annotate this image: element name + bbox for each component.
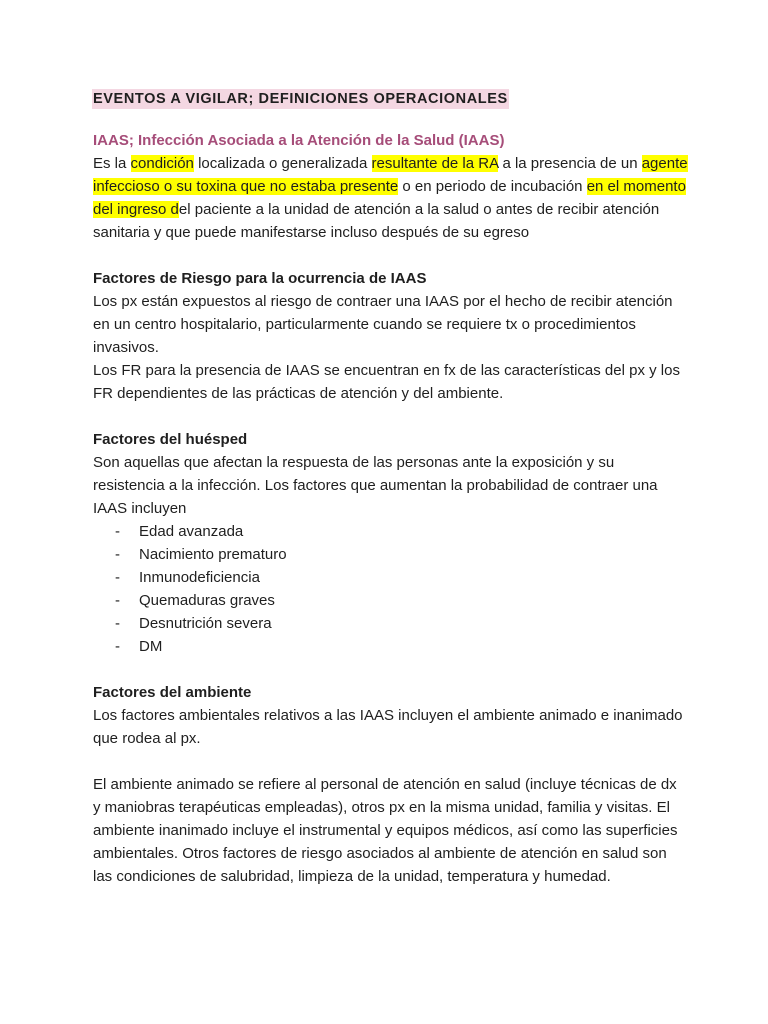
definition-text: el paciente a la unidad de atención a la salud o antes de recibir atención sanitaria y que puede manifestarse incluso después de su egreso [93, 201, 660, 241]
definition-text: Es la [93, 155, 131, 172]
risk-factors-section [93, 267, 688, 405]
dash-bullet: - [115, 523, 120, 540]
dash-bullet: - [115, 615, 120, 632]
definition-text: o en periodo de incubación [398, 178, 587, 195]
host-factors-heading: Factores del huésped [93, 431, 248, 448]
host-factors-paragraph: Son aquellas que afectan la respuesta de las personas ante la exposición y su resistencia a la infección. Los factores que aumentan la probabilidad de contraer una IAAS incluyen [93, 454, 658, 517]
dash-bullet: - [115, 592, 120, 609]
iaas-subtitle: IAAS; Infección Asociada a la Atención de la Salud (IAAS) [93, 132, 505, 149]
host-factors-section [93, 428, 688, 658]
document-title: EVENTOS A VIGILAR; DEFINICIONES OPERACIONALES [93, 91, 508, 107]
definition-text: localizada o generalizada [193, 155, 372, 172]
risk-factors-paragraph: Los px están expuestos al riesgo de contraer una IAAS por el hecho de recibir atención en un centro hospitalario, particularmente cuando se requiere tx o procedimientos invasivos. [93, 293, 673, 356]
list-item-text: Quemaduras graves [139, 592, 275, 609]
list-item-text: Inmunodeficiencia [139, 569, 260, 586]
definition-text: a la presencia de un [498, 155, 642, 172]
dash-bullet: - [115, 546, 120, 563]
host-factors-list [93, 520, 688, 658]
environment-factors-section [93, 681, 688, 888]
risk-factors-heading: Factores de Riesgo para la ocurrencia de IAAS [93, 270, 427, 287]
environment-factors-paragraph: Los factores ambientales relativos a las IAAS incluyen el ambiente animado e inanimado que rodea al px. [93, 707, 683, 747]
list-item-text: Nacimiento prematuro [139, 546, 287, 563]
dash-bullet: - [115, 638, 120, 655]
list-item [93, 520, 688, 543]
risk-factors-paragraph: Los FR para la presencia de IAAS se encuentran en fx de las características del px y los FR dependientes de las prácticas de atención y del ambiente. [93, 362, 680, 402]
list-item [93, 589, 688, 612]
highlighted-text: resultante de la RA [371, 155, 499, 172]
highlighted-text: agente infeccioso o su toxina que no estaba presente [93, 155, 688, 195]
list-item-text: Desnutrición severa [139, 615, 272, 632]
highlighted-text: condición [130, 155, 194, 172]
list-item [93, 566, 688, 589]
iaas-definition [93, 152, 688, 244]
dash-bullet: - [115, 569, 120, 586]
list-item-text: DM [139, 638, 163, 655]
list-item [93, 543, 688, 566]
list-item [93, 635, 688, 658]
environment-factors-paragraph: El ambiente animado se refiere al personal de atención en salud (incluye técnicas de dx y maniobras terapéuticas empleadas), otros px en la misma unidad, familia y visitas. El ambiente inanimado incluye el instrumental y equipos médicos, así como las superficies ambientales. Otros factores de riesgo asociados al ambiente de atención en salud son las condiciones de salubridad, limpieza de la unidad, temperatura y humedad. [93, 776, 678, 885]
highlighted-text: en el momento del ingreso d [93, 178, 686, 218]
list-item-text: Edad avanzada [139, 523, 244, 540]
list-item [93, 612, 688, 635]
environment-factors-heading: Factores del ambiente [93, 684, 252, 701]
